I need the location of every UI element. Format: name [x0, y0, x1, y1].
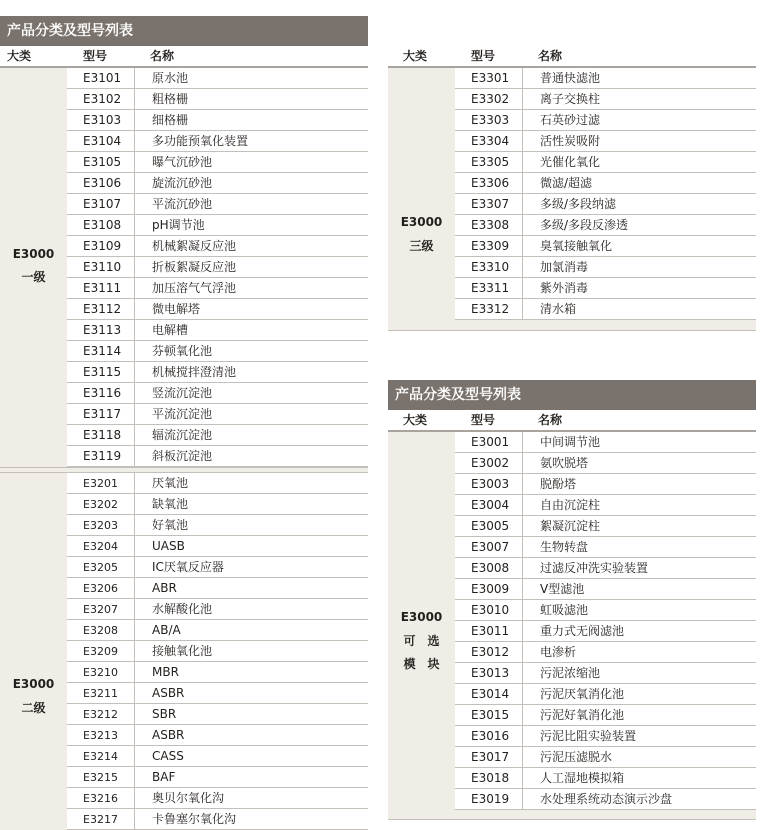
model-code-cell: E3304	[471, 134, 510, 148]
group-3-section	[388, 68, 756, 320]
table-row	[67, 383, 368, 404]
model-code-cell: E3212	[83, 708, 118, 721]
model-code-cell: E3310	[471, 260, 510, 274]
model-code-cell: E3110	[83, 260, 122, 274]
product-name-cell: 好氧池	[134, 515, 368, 535]
model-code-cell: E3312	[471, 302, 510, 316]
product-name-cell: SBR	[134, 704, 368, 724]
product-name-cell: MBR	[134, 662, 368, 682]
product-name-cell: 普通快滤池	[522, 68, 756, 88]
model-code-cell: E3114	[83, 344, 122, 358]
model-code-cell: E3306	[471, 176, 510, 190]
right-top-table-panel	[388, 46, 756, 331]
table-row	[67, 662, 368, 683]
table-row	[67, 620, 368, 641]
model-code-cell: E3214	[83, 750, 118, 763]
header-category: 大类	[403, 413, 428, 427]
product-name-cell: ABR	[134, 578, 368, 598]
product-name-cell: 污泥压滤脱水	[522, 747, 756, 767]
table-row	[67, 89, 368, 110]
product-name-cell: 水处理系统动态演示沙盘	[522, 789, 756, 809]
product-name-cell: 加压溶气气浮池	[134, 278, 368, 298]
table-row	[67, 278, 368, 299]
model-code-cell: E3007	[471, 540, 510, 554]
product-name-cell: 过滤反冲洗实验装置	[522, 558, 756, 578]
product-name-cell: 加氯消毒	[522, 257, 756, 277]
table-row	[67, 788, 368, 809]
model-code-cell: E3119	[83, 449, 122, 463]
table-row	[455, 278, 756, 299]
table-row	[67, 515, 368, 536]
model-code-cell: E3117	[83, 407, 122, 421]
product-name-cell: pH调节池	[134, 215, 368, 235]
table-row	[67, 536, 368, 557]
product-name-cell: 粗格栅	[134, 89, 368, 109]
model-code-cell: E3206	[83, 582, 118, 595]
table-row	[455, 747, 756, 768]
table-row	[455, 110, 756, 131]
table-row	[455, 579, 756, 600]
product-name-cell: 缺氧池	[134, 494, 368, 514]
group-3-category-cell	[388, 68, 455, 320]
model-code-cell: E3111	[83, 281, 122, 295]
table-row	[455, 432, 756, 453]
table-row	[455, 299, 756, 320]
table-row	[67, 194, 368, 215]
table-row	[455, 768, 756, 789]
model-code-cell: E3204	[83, 540, 118, 553]
table-row	[455, 537, 756, 558]
group-2-rows	[67, 473, 368, 830]
table-row	[67, 599, 368, 620]
table-bottom-edge	[388, 810, 756, 820]
model-code-cell: E3203	[83, 519, 118, 532]
model-code-cell: E3010	[471, 603, 510, 617]
model-code-cell: E3015	[471, 708, 510, 722]
model-code-cell: E3008	[471, 561, 510, 575]
model-code-cell: E3205	[83, 561, 118, 574]
model-code-cell: E3301	[471, 71, 510, 85]
table-row	[67, 404, 368, 425]
product-name-cell: 虹吸滤池	[522, 600, 756, 620]
model-code-cell: E3107	[83, 197, 122, 211]
table-row	[455, 453, 756, 474]
table-row	[455, 642, 756, 663]
table-row	[67, 767, 368, 788]
product-name-cell: 氨吹脱塔	[522, 453, 756, 473]
table-row	[455, 726, 756, 747]
model-code-cell: E3016	[471, 729, 510, 743]
product-name-cell: 斜板沉淀池	[134, 446, 368, 466]
table-title: 产品分类及型号列表	[388, 380, 756, 410]
model-code-cell: E3019	[471, 792, 510, 806]
model-code-cell: E3202	[83, 498, 118, 511]
header-name: 名称	[150, 49, 175, 63]
table-row	[67, 704, 368, 725]
product-name-cell: 人工湿地模拟箱	[522, 768, 756, 788]
product-name-cell: V型滤池	[522, 579, 756, 599]
header-model: 型号	[471, 49, 496, 63]
model-code-cell: E3014	[471, 687, 510, 701]
model-code-cell: E3102	[83, 92, 122, 106]
model-code-cell: E3215	[83, 771, 118, 784]
table-title: 产品分类及型号列表	[0, 16, 368, 46]
model-code-cell: E3309	[471, 239, 510, 253]
header-name: 名称	[538, 49, 563, 63]
product-name-cell: 平流沉淀池	[134, 404, 368, 424]
model-code-cell: E3106	[83, 176, 122, 190]
model-code-cell: E3003	[471, 477, 510, 491]
model-code-cell: E3013	[471, 666, 510, 680]
table-row	[67, 110, 368, 131]
product-name-cell: 多功能预氧化装置	[134, 131, 368, 151]
product-name-cell: 臭氧接触氧化	[522, 236, 756, 256]
group-4-label-optional: 可 选	[403, 634, 440, 648]
model-code-cell: E3116	[83, 386, 122, 400]
table-row	[67, 341, 368, 362]
table-row	[455, 68, 756, 89]
group-1-section	[0, 68, 368, 467]
table-row	[67, 152, 368, 173]
table-row	[67, 473, 368, 494]
product-name-cell: 生物转盘	[522, 537, 756, 557]
table-row	[455, 257, 756, 278]
table-row	[67, 494, 368, 515]
model-code-cell: E3217	[83, 813, 118, 826]
table-row	[455, 173, 756, 194]
model-code-cell: E3103	[83, 113, 122, 127]
group-4-rows	[455, 432, 756, 810]
table-row	[455, 705, 756, 726]
table-bottom-edge	[388, 320, 756, 331]
group-4-label-module: 模 块	[403, 657, 440, 671]
product-name-cell: 厌氧池	[134, 473, 368, 493]
table-row	[455, 152, 756, 173]
table-row	[67, 683, 368, 704]
product-name-cell: 电解槽	[134, 320, 368, 340]
group-2-section	[0, 473, 368, 830]
table-row	[67, 173, 368, 194]
table-row	[455, 89, 756, 110]
model-code-cell: E3011	[471, 624, 510, 638]
product-name-cell: 水解酸化池	[134, 599, 368, 619]
group-3-rows	[455, 68, 756, 320]
model-code-cell: E3216	[83, 792, 118, 805]
product-name-cell: UASB	[134, 536, 368, 556]
model-code-cell: E3208	[83, 624, 118, 637]
header-category: 大类	[403, 49, 428, 63]
product-name-cell: 接触氧化池	[134, 641, 368, 661]
table-header	[388, 46, 756, 68]
product-name-cell: 多级/多段纳滤	[522, 194, 756, 214]
group-4-label-code: E3000	[400, 610, 443, 624]
model-code-cell: E3004	[471, 498, 510, 512]
model-code-cell: E3101	[83, 71, 122, 85]
model-code-cell: E3302	[471, 92, 510, 106]
model-code-cell: E3210	[83, 666, 118, 679]
product-name-cell: 离子交换柱	[522, 89, 756, 109]
model-code-cell: E3213	[83, 729, 118, 742]
left-table-panel	[0, 16, 368, 830]
header-category: 大类	[7, 49, 32, 63]
table-row	[67, 425, 368, 446]
table-row	[455, 516, 756, 537]
table-header	[388, 410, 756, 432]
model-code-cell: E3012	[471, 645, 510, 659]
table-row	[67, 641, 368, 662]
model-code-cell: E3113	[83, 323, 122, 337]
product-name-cell: AB/A	[134, 620, 368, 640]
table-row	[67, 131, 368, 152]
product-name-cell: 脱酚塔	[522, 474, 756, 494]
product-name-cell: 微滤/超滤	[522, 173, 756, 193]
header-model: 型号	[471, 413, 496, 427]
group-1-category-cell	[0, 68, 67, 467]
table-row	[67, 257, 368, 278]
group-1-label-code: E3000	[12, 247, 55, 261]
product-name-cell: CASS	[134, 746, 368, 766]
model-code-cell: E3001	[471, 435, 510, 449]
table-row	[455, 236, 756, 257]
product-name-cell: IC厌氧反应器	[134, 557, 368, 577]
group-2-category-cell	[0, 473, 67, 830]
model-code-cell: E3311	[471, 281, 510, 295]
table-row	[455, 215, 756, 236]
table-row	[67, 236, 368, 257]
table-row	[455, 194, 756, 215]
table-row	[67, 809, 368, 830]
table-row	[455, 663, 756, 684]
model-code-cell: E3005	[471, 519, 510, 533]
product-name-cell: ASBR	[134, 725, 368, 745]
product-name-cell: 微电解塔	[134, 299, 368, 319]
group-3-label-code: E3000	[400, 215, 443, 229]
model-code-cell: E3009	[471, 582, 510, 596]
product-name-cell: 清水箱	[522, 299, 756, 319]
table-row	[67, 215, 368, 236]
table-row	[455, 558, 756, 579]
product-name-cell: 原水池	[134, 68, 368, 88]
header-model: 型号	[83, 49, 108, 63]
table-row	[67, 68, 368, 89]
model-code-cell: E3207	[83, 603, 118, 616]
product-name-cell: 机械絮凝反应池	[134, 236, 368, 256]
group-3-label-level: 三级	[409, 239, 434, 253]
product-name-cell: 机械搅拌澄清池	[134, 362, 368, 382]
group-1-label-level: 一级	[21, 270, 46, 284]
product-name-cell: 光催化氧化	[522, 152, 756, 172]
model-code-cell: E3115	[83, 365, 122, 379]
product-name-cell: 污泥浓缩池	[522, 663, 756, 683]
table-row	[67, 446, 368, 467]
model-code-cell: E3307	[471, 197, 510, 211]
model-code-cell: E3105	[83, 155, 122, 169]
product-name-cell: 竖流沉淀池	[134, 383, 368, 403]
product-name-cell: 曝气沉砂池	[134, 152, 368, 172]
product-name-cell: 电渗析	[522, 642, 756, 662]
model-code-cell: E3104	[83, 134, 122, 148]
product-name-cell: 自由沉淀柱	[522, 495, 756, 515]
product-name-cell: 细格栅	[134, 110, 368, 130]
model-code-cell: E3303	[471, 113, 510, 127]
model-code-cell: E3017	[471, 750, 510, 764]
product-name-cell: 污泥厌氧消化池	[522, 684, 756, 704]
product-name-cell: BAF	[134, 767, 368, 787]
model-code-cell: E3112	[83, 302, 122, 316]
model-code-cell: E3108	[83, 218, 122, 232]
table-row	[455, 600, 756, 621]
product-name-cell: 絮凝沉淀柱	[522, 516, 756, 536]
table-row	[67, 557, 368, 578]
product-name-cell: 污泥好氧消化池	[522, 705, 756, 725]
product-name-cell: 折板絮凝反应池	[134, 257, 368, 277]
model-code-cell: E3002	[471, 456, 510, 470]
model-code-cell: E3211	[83, 687, 118, 700]
product-name-cell: 石英砂过滤	[522, 110, 756, 130]
table-row	[67, 746, 368, 767]
product-name-cell: 平流沉砂池	[134, 194, 368, 214]
product-name-cell: 旋流沉砂池	[134, 173, 368, 193]
group-2-label-level: 二级	[21, 701, 46, 715]
table-row	[455, 131, 756, 152]
model-code-cell: E3305	[471, 155, 510, 169]
product-name-cell: 多级/多段反渗透	[522, 215, 756, 235]
table-row	[67, 578, 368, 599]
group-2-label-code: E3000	[12, 677, 55, 691]
product-name-cell: 活性炭吸附	[522, 131, 756, 151]
product-name-cell: 重力式无阀滤池	[522, 621, 756, 641]
table-row	[455, 789, 756, 810]
product-name-cell: 卡鲁塞尔氧化沟	[134, 809, 368, 829]
model-code-cell: E3209	[83, 645, 118, 658]
table-row	[455, 684, 756, 705]
table-row	[455, 474, 756, 495]
model-code-cell: E3109	[83, 239, 122, 253]
model-code-cell: E3308	[471, 218, 510, 232]
table-header	[0, 46, 368, 68]
right-bottom-table-panel	[388, 380, 756, 820]
model-code-cell: E3201	[83, 477, 118, 490]
product-name-cell: 污泥比阻实验装置	[522, 726, 756, 746]
product-name-cell: ASBR	[134, 683, 368, 703]
model-code-cell: E3018	[471, 771, 510, 785]
header-name: 名称	[538, 413, 563, 427]
group-4-category-cell	[388, 432, 455, 810]
table-row	[67, 725, 368, 746]
model-code-cell: E3118	[83, 428, 122, 442]
table-row	[67, 299, 368, 320]
table-row	[455, 621, 756, 642]
group-1-rows	[67, 68, 368, 467]
product-name-cell: 紫外消毒	[522, 278, 756, 298]
group-4-section	[388, 432, 756, 810]
product-name-cell: 芬顿氧化池	[134, 341, 368, 361]
product-name-cell: 辐流沉淀池	[134, 425, 368, 445]
table-row	[455, 495, 756, 516]
table-row	[67, 362, 368, 383]
product-name-cell: 中间调节池	[522, 432, 756, 452]
product-name-cell: 奥贝尔氧化沟	[134, 788, 368, 808]
table-row	[67, 320, 368, 341]
